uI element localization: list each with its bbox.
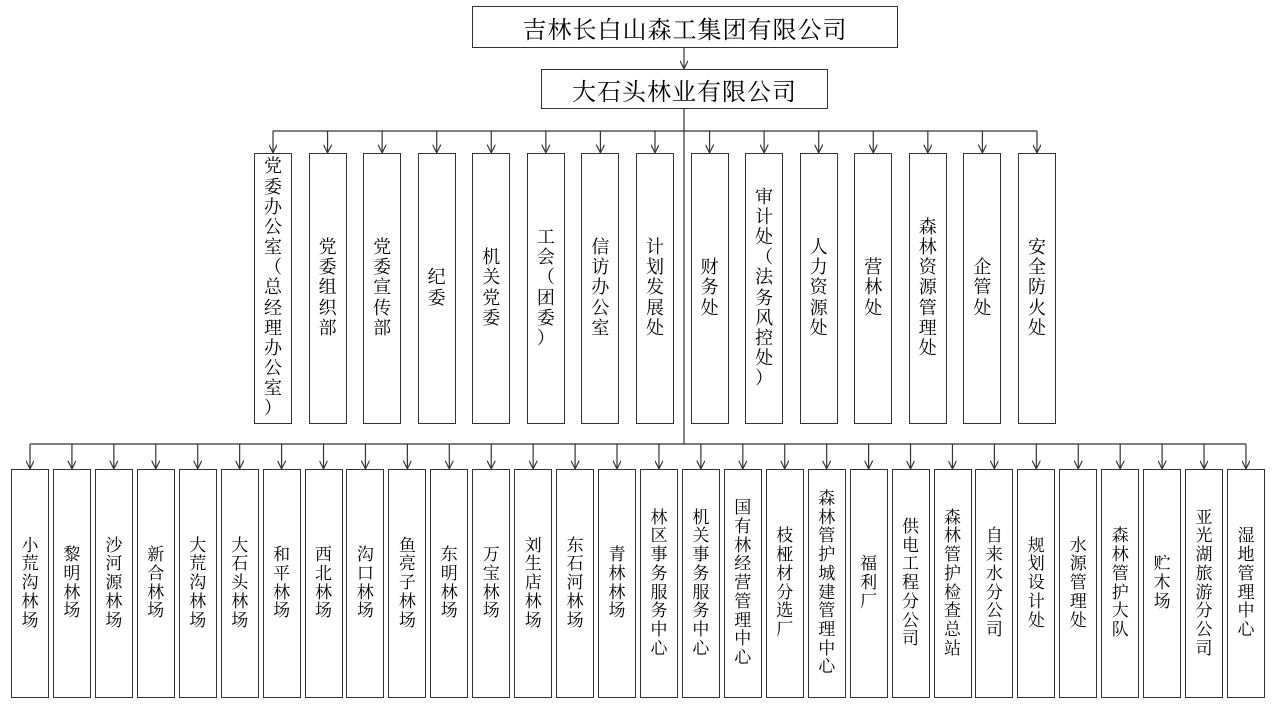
department-box — [363, 153, 401, 424]
department-box — [636, 153, 674, 424]
department-box — [581, 153, 619, 424]
subsidiary-label: 大石头林场 — [231, 535, 249, 631]
subsidiary-box — [892, 469, 930, 698]
subsidiary-label: 规划设计处 — [1027, 535, 1045, 631]
subsidiary-label: 黎明林场 — [63, 545, 81, 622]
subsidiary-box — [11, 469, 49, 698]
subsidiary-label: 林区事务服务中心 — [650, 507, 668, 659]
parent-company-title: 吉林长白山森工集团有限公司 — [522, 15, 848, 44]
subsidiary-label: 供电工程分公司 — [902, 517, 919, 650]
subsidiary-box — [808, 469, 846, 698]
department-label: 财务处 — [700, 257, 719, 319]
subsidiary-label: 自来水分公司 — [985, 526, 1003, 640]
subsidiary-box — [1017, 469, 1055, 698]
department-label: 营林处 — [864, 257, 883, 319]
subsidiary-box — [934, 469, 972, 698]
subsidiary-label: 小荒沟林场 — [21, 535, 39, 631]
department-label: 人力资源处 — [809, 237, 828, 339]
subsidiary-label: 机关事务服务中心 — [692, 507, 710, 659]
subsidiary-box — [975, 469, 1013, 698]
department-label: 企管处 — [973, 257, 992, 319]
subsidiary-label: 沟口林场 — [356, 545, 374, 622]
subsidiary-box — [556, 469, 594, 698]
subsidiary-label: 大荒沟林场 — [189, 535, 207, 631]
subsidiary-label: 国有林经营管理中心 — [734, 498, 752, 668]
department-label: 机关党委 — [482, 247, 501, 329]
department-label: 纪 委 — [427, 267, 464, 309]
department-box — [854, 153, 892, 424]
department-box — [418, 153, 464, 424]
subsidiary-label: 亚光湖旅游分公司 — [1195, 507, 1213, 659]
department-label: 计划发展处 — [645, 237, 664, 339]
subsidiary-box — [430, 469, 468, 698]
department-box — [1018, 153, 1056, 424]
subsidiary-label: 湿地管理中心 — [1237, 526, 1255, 640]
subsidiary-box — [263, 469, 301, 698]
subsidiary-label: 水源管理处 — [1069, 535, 1087, 631]
subsidiary-box — [850, 469, 888, 698]
subsidiary-box — [1059, 469, 1097, 698]
company-box — [541, 69, 828, 109]
parent-company-box — [472, 6, 898, 48]
subsidiary-box — [1143, 469, 1181, 698]
subsidiary-label: 森林管护大队 — [1111, 526, 1129, 640]
subsidiary-box — [1185, 469, 1223, 698]
subsidiary-label: 森林管护城建管理中心 — [818, 489, 836, 678]
department-box — [909, 153, 947, 424]
subsidiary-label: 枝桠材分选厂 — [776, 526, 794, 640]
subsidiary-box — [598, 469, 636, 698]
company-title: 大石头林业有限公司 — [572, 77, 797, 106]
subsidiary-box — [53, 469, 91, 698]
subsidiary-box — [640, 469, 678, 698]
subsidiary-box — [221, 469, 259, 698]
department-box — [472, 153, 510, 424]
department-label: 审计处（法务风控处） — [755, 186, 774, 390]
department-label: 工 会（团 委） — [536, 227, 573, 349]
subsidiary-label: 鱼亮子林场 — [398, 535, 416, 631]
subsidiary-label: 和平林场 — [273, 545, 291, 622]
subsidiary-box — [682, 469, 720, 698]
subsidiary-label: 新合林场 — [147, 545, 165, 622]
subsidiary-box — [514, 469, 552, 698]
subsidiary-label: 东石河林场 — [566, 535, 584, 631]
subsidiary-label: 福利厂 — [860, 554, 878, 612]
subsidiary-label: 万宝林场 — [482, 545, 500, 622]
subsidiary-box — [95, 469, 133, 698]
department-label: 安全防火处 — [1027, 237, 1046, 339]
subsidiary-box — [346, 469, 384, 698]
subsidiary-label: 西北林场 — [315, 545, 332, 622]
subsidiary-box — [388, 469, 426, 698]
subsidiary-label: 刘生店林场 — [524, 535, 542, 631]
department-box — [963, 153, 1001, 424]
subsidiary-box — [305, 469, 343, 698]
department-box — [309, 153, 347, 424]
subsidiary-box — [766, 469, 804, 698]
department-label: 党委组织部 — [318, 237, 337, 339]
department-label: 信访办公室 — [591, 237, 610, 339]
department-label: 党委宣传部 — [373, 237, 392, 339]
subsidiary-label: 青林林场 — [608, 545, 626, 622]
subsidiary-label: 森林管护检查总站 — [944, 507, 961, 659]
department-box — [254, 153, 292, 424]
subsidiary-box — [137, 469, 175, 698]
subsidiary-box — [724, 469, 762, 698]
department-label: 党委办公室（总经理办公室） — [263, 156, 282, 420]
department-box — [800, 153, 838, 424]
subsidiary-label: 东明林场 — [440, 545, 458, 622]
subsidiary-label: 贮木场 — [1153, 554, 1171, 612]
subsidiary-box — [1101, 469, 1139, 698]
department-box — [527, 153, 573, 424]
department-label: 森林资源管理处 — [918, 216, 937, 359]
subsidiary-label: 沙河源林场 — [105, 535, 123, 631]
department-box — [691, 153, 729, 424]
subsidiary-box — [1227, 469, 1265, 698]
subsidiary-box — [179, 469, 217, 698]
subsidiary-box — [472, 469, 510, 698]
department-box — [745, 153, 783, 424]
